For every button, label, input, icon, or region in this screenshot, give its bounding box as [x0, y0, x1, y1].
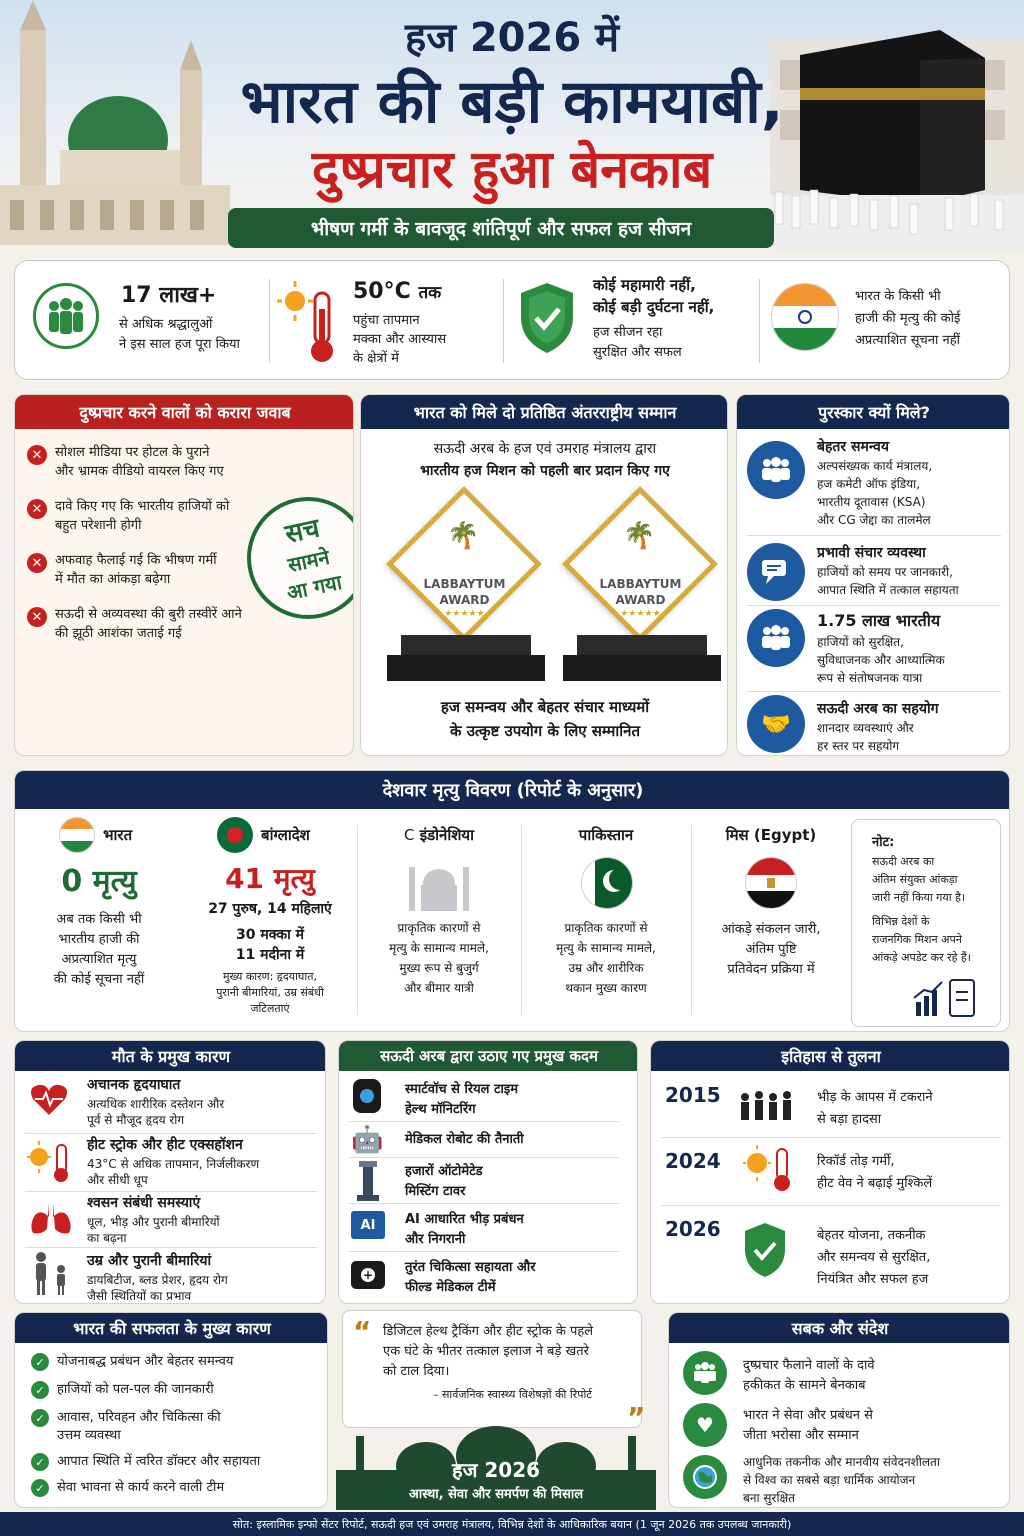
- awards-text: सऊदी अरब के हज एवं उमराह मंत्रालय द्वारा: [433, 441, 657, 457]
- country-text: 30 मक्का में: [236, 927, 304, 943]
- why-text: हर स्तर पर सहयोग: [817, 739, 900, 753]
- heart-pulse-icon: [29, 1081, 69, 1119]
- causes-panel: [14, 1040, 326, 1304]
- shield-check-icon: [741, 1221, 789, 1279]
- why-text: और CG जेद्दा का तालमेल: [817, 513, 931, 527]
- awards-title: भारत को मिले दो प्रतिष्ठित अंतरराष्ट्रीय सम्मान: [361, 395, 728, 429]
- stat-safety-text: कोई बड़ी दुर्घटना नहीं,: [593, 298, 715, 316]
- lesson-text: जीता भरोसा और सम्मान: [743, 1428, 859, 1443]
- cause-text: और सीधी धूप: [87, 1173, 148, 1187]
- lesson-text: बना सुरक्षित: [743, 1491, 796, 1505]
- step-text: AI आधारित भीड़ प्रबंधन: [405, 1212, 524, 1227]
- crowd-icon: [737, 1083, 801, 1123]
- stat-safety-text: कोई महामारी नहीं,: [593, 276, 696, 294]
- country-india: [15, 815, 183, 1029]
- title-line-3: दुष्प्रचार हुआ बेनकाब: [311, 140, 713, 200]
- success-panel: [14, 1312, 328, 1508]
- stat-temperature-value: 50°C: [353, 279, 411, 304]
- cause-text: अत्यधिक शारीरिक दस्तेशन और: [87, 1097, 225, 1111]
- why-text: हाजियों को समय पर जानकारी,: [817, 565, 953, 579]
- rebuttal-text: बहुत परेशानी होगी: [55, 518, 142, 533]
- rebuttal-panel: [14, 394, 354, 756]
- quote-source: – सार्वजनिक स्वास्थ्य विशेषज्ञों की रिपोर्ट: [433, 1388, 592, 1401]
- note-text: विभिन्न देशों के: [872, 915, 930, 928]
- group-icon: [747, 441, 805, 499]
- stat-india-text: हाजी की मृत्यु की कोई: [855, 311, 961, 326]
- stat-safety: [513, 273, 753, 369]
- stat-india-text: भारत के किसी भी: [855, 289, 941, 304]
- step-text: मिस्टिंग टावर: [405, 1184, 466, 1199]
- saudi-steps-panel: [338, 1040, 638, 1304]
- lessons-panel: [668, 1312, 1010, 1508]
- country-name: भारत: [103, 826, 133, 844]
- misting-tower-icon: [355, 1161, 381, 1201]
- cause-text: डायबिटीज, ब्लड प्रेशर, हृदय रोग: [87, 1273, 228, 1287]
- note-text: राजनगिक मिशन अपने: [872, 933, 962, 946]
- banner-title: हज 2026: [451, 1458, 541, 1482]
- heat-icon: [741, 1143, 797, 1193]
- steps-title: सऊदी अरब द्वारा उठाए गए प्रमुख कदम: [339, 1041, 638, 1071]
- country-text: 27 पुरुष, 14 महिलाएं: [208, 901, 332, 917]
- note-box: [851, 819, 1001, 1027]
- quote-panel: [336, 1310, 658, 1510]
- history-title: इतिहास से तुलना: [651, 1041, 1010, 1071]
- country-text: प्राकृतिक कारणों से: [564, 921, 648, 935]
- check-icon: ✓: [31, 1409, 49, 1427]
- trophy-stars: ★★★★★: [444, 609, 485, 619]
- stamp-text: सामने: [285, 544, 332, 578]
- history-text: भीड़ के आपस में टकराने: [817, 1090, 933, 1105]
- rebuttal-text: दावे किए गए कि भारतीय हाजियों को: [55, 499, 230, 514]
- check-icon: ✓: [31, 1479, 49, 1497]
- country-text: आंकड़े संकलन जारी,: [721, 922, 821, 937]
- country-text: मृत्यु के सामान्य मामले,: [389, 941, 489, 955]
- stat-india: [767, 273, 1003, 369]
- stat-safety-text: सुरक्षित और सफल: [593, 345, 682, 360]
- rebuttal-text: में मौत का आंकड़ा बढ़ेगा: [55, 572, 171, 587]
- step-text: और निगरानी: [405, 1232, 466, 1247]
- heart-hands-icon: ♥: [683, 1403, 727, 1447]
- lessons-title: सबक और संदेश: [669, 1313, 1010, 1343]
- country-text: मुख्य रूप से बुजुर्ग: [399, 961, 479, 975]
- history-text: बेहतर योजना, तकनीक: [817, 1228, 926, 1243]
- history-panel: [650, 1040, 1010, 1304]
- why-text: शानदार व्यवस्थाएं और: [817, 721, 914, 735]
- stat-temperature-text: पहुंचा तापमान: [353, 313, 420, 328]
- success-text: आवास, परिवहन और चिकित्सा की: [57, 1410, 221, 1425]
- why-head: सऊदी अरब का सहयोग: [817, 701, 939, 717]
- why-head: बेहतर समन्वय: [817, 439, 889, 455]
- bangladesh-flag-icon: [217, 817, 253, 853]
- robot-icon: 🤖: [351, 1125, 384, 1155]
- trophy-label: LABBAYTUM: [423, 577, 506, 591]
- country-name: पाकिस्तान: [578, 826, 634, 844]
- success-title: भारत की सफलता के मुख्य कारण: [15, 1313, 328, 1343]
- cross-icon: ✕: [27, 445, 47, 465]
- why-head: 1.75 लाख भारतीय: [817, 611, 941, 630]
- india-flag-icon: [59, 817, 95, 853]
- step-text: हजारों ऑटोमेटेड: [405, 1164, 483, 1179]
- pakistan-flag-icon: [581, 857, 633, 909]
- history-year: 2024: [665, 1149, 721, 1173]
- quote-text: को टाल दिया।: [383, 1364, 450, 1379]
- step-text: स्मार्टवॉच से रियल टाइम: [405, 1082, 519, 1097]
- history-year: 2026: [665, 1217, 721, 1241]
- stat-pilgrims-text: से अधिक श्रद्धालुओं: [119, 317, 213, 332]
- stat-india-text: अप्रत्याशित सूचना नहीं: [855, 333, 960, 348]
- chat-icon: [747, 543, 805, 601]
- stamp-text: सच: [282, 513, 323, 550]
- palm-swords-icon: 🌴: [447, 521, 480, 551]
- step-text: फील्ड मेडिकल टीमें: [405, 1280, 496, 1295]
- lesson-text: से विश्व का सबसे बड़ा धार्मिक आयोजन: [743, 1473, 916, 1487]
- pilgrims-icon: [33, 283, 99, 349]
- stat-temperature-text: के क्षेत्रों में: [353, 351, 399, 366]
- death-count: 0 मृत्यु: [61, 864, 137, 899]
- why-title: पुरस्कार क्यों मिले?: [737, 395, 1010, 429]
- country-text: मुख्य कारण: हृदयाघात,: [222, 970, 318, 983]
- why-text: अल्पसंख्यक कार्य मंत्रालय,: [817, 459, 933, 473]
- rebuttal-text: अफवाह फैलाई गई कि भीषण गर्मी: [55, 553, 217, 568]
- stat-pilgrims-text: ने इस साल हज पूरा किया: [119, 337, 240, 352]
- note-text: आंकड़े अपडेट कर रहे हैं।: [872, 951, 971, 964]
- country-text: प्राकृतिक कारणों से: [397, 921, 481, 935]
- country-deaths-panel: [14, 770, 1010, 1032]
- india-flag-icon: [771, 283, 839, 351]
- smartwatch-icon: [353, 1079, 381, 1113]
- country-text: अंतिम पुष्टि: [745, 942, 797, 957]
- cause-head: अचानक हृदयाघात: [87, 1077, 181, 1093]
- country-text: अब तक किसी भी: [56, 912, 142, 927]
- awards-panel: [360, 394, 728, 756]
- cause-head: उम्र और पुरानी बीमारियां: [87, 1253, 212, 1269]
- country-text: जटिलताएं: [250, 1002, 290, 1015]
- lesson-text: भारत ने सेवा और प्रबंधन से: [743, 1408, 873, 1423]
- awards-text: के उत्कृष्ट उपयोग के लिए सम्मानित: [449, 722, 641, 740]
- awards-text: हज समन्वय और बेहतर संचार माध्यमों: [440, 698, 650, 716]
- cause-head: हीट स्ट्रोक और हीट एक्सहॉशन: [87, 1137, 243, 1153]
- history-text: और समन्वय से सुरक्षित,: [817, 1250, 931, 1265]
- stat-safety-text: हज सीजन रहा: [593, 325, 663, 340]
- why-text: रूप से संतोषजनक यात्रा: [817, 671, 923, 685]
- report-chart-icon: [912, 978, 982, 1018]
- cross-icon: ✕: [27, 553, 47, 573]
- cross-icon: ✕: [27, 499, 47, 519]
- causes-title: मौत के प्रमुख कारण: [15, 1041, 326, 1071]
- cause-text: धूल, भीड़ और पुरानी बीमारियों: [87, 1215, 220, 1229]
- medical-kit-icon: +: [351, 1261, 385, 1289]
- egypt-flag-icon: [745, 857, 797, 909]
- stat-pilgrims: [29, 273, 265, 369]
- country-text: की कोई सूचना नहीं: [53, 972, 145, 987]
- success-text: उत्तम व्यवस्था: [57, 1428, 121, 1443]
- why-panel: [736, 394, 1010, 756]
- stat-temperature: [277, 273, 497, 369]
- shield-check-icon: [517, 281, 577, 355]
- banner-subtitle: आस्था, सेवा और समर्पण की मिसाल: [408, 1487, 584, 1502]
- country-text: उम्र और शारीरिक: [568, 961, 644, 975]
- title-line-2: भारत की बड़ी कामयाबी,: [240, 67, 784, 137]
- history-text: से बड़ा हादसा: [817, 1112, 882, 1127]
- quote-text: डिजिटल हेल्थ ट्रैकिंग और हीट स्ट्रोक के पहले: [383, 1324, 594, 1339]
- rebuttal-title: दुष्प्रचार करने वालों को करारा जवाब: [15, 395, 354, 429]
- cause-text: जैसी स्थितियों का प्रभाव: [87, 1289, 192, 1303]
- country-egypt: [693, 815, 849, 1029]
- globe-icon: [683, 1455, 727, 1499]
- why-text: आपात स्थिति में तत्काल सहायता: [817, 583, 959, 597]
- history-text: हीट वेव ने बढ़ाई मुश्किलें: [817, 1176, 933, 1191]
- thermometer-sun-icon: [277, 279, 343, 365]
- people-icon: [747, 609, 805, 667]
- check-icon: ✓: [31, 1353, 49, 1371]
- quote-open-icon: “: [353, 1315, 372, 1348]
- quote-text: एक घंटे के भीतर तत्काल इलाज ने बड़े खतरे: [383, 1344, 589, 1359]
- history-text: नियंत्रित और सफल हज: [817, 1272, 929, 1287]
- lungs-icon: [29, 1199, 73, 1237]
- success-text: हाजियों को पल-पल की जानकारी: [57, 1382, 214, 1397]
- step-text: तुरंत चिकित्सा सहायता और: [405, 1260, 536, 1275]
- trophy-stars: ★★★★★: [620, 609, 661, 619]
- country-text: प्रतिवेदन प्रक्रिया में: [727, 962, 815, 977]
- lesson-text: हकीकत के सामने बेनकाब: [743, 1378, 866, 1393]
- elderly-icon: [29, 1251, 75, 1297]
- trophy-label: AWARD: [615, 593, 666, 607]
- palm-swords-icon: 🌴: [623, 521, 656, 551]
- why-text: भारतीय दूतावास (KSA): [817, 495, 926, 509]
- country-indonesia: [359, 815, 519, 1029]
- trophy-label: LABBAYTUM: [599, 577, 682, 591]
- success-text: योजनाबद्ध प्रबंधन और बेहतर समन्वय: [57, 1354, 234, 1369]
- rebuttal-text: की झूठी आशंका जताई गई: [55, 626, 182, 641]
- note-text: अंतिम संयुक्त आंकड़ा: [872, 873, 958, 886]
- country-text: भारतीय हाजी की: [58, 932, 140, 947]
- mosque-silhouette-icon: [405, 857, 473, 911]
- death-count: 41 मृत्यु: [225, 862, 315, 895]
- success-text: आपात स्थिति में त्वरित डॉक्टर और सहायता: [57, 1454, 261, 1469]
- country-name: इंडोनेशिया: [419, 826, 474, 844]
- cross-icon: ✕: [27, 607, 47, 627]
- indonesia-prefix: C: [404, 826, 415, 844]
- heat-icon: [25, 1139, 75, 1183]
- country-text: और बीमार यात्री: [404, 981, 474, 995]
- country-text: थकान मुख्य कारण: [565, 981, 647, 995]
- stat-pilgrims-value: 17 लाख+: [121, 283, 217, 308]
- stats-bar: [14, 260, 1010, 380]
- history-text: रिकॉर्ड तोड़ गर्मी,: [817, 1154, 895, 1169]
- header-banner: [0, 0, 1024, 262]
- why-text: सुविधाजनक और आध्यात्मिक: [817, 653, 945, 667]
- country-name: बांग्लादेश: [261, 826, 310, 844]
- rebuttal-text: सऊदी से अव्यवस्था की बुरी तस्वीरें आने: [55, 607, 242, 622]
- trophy-1: [377, 495, 537, 685]
- people-icon: [683, 1351, 727, 1395]
- cause-text: पूर्व से मौजूद हृदय रोग: [87, 1113, 185, 1127]
- stat-temperature-suffix: तक: [418, 283, 442, 303]
- subtitle-banner: भीषण गर्मी के बावजूद शांतिपूर्ण और सफल हज सीजन: [228, 208, 774, 248]
- lesson-text: दुष्प्रचार फैलाने वालों के दावे: [743, 1358, 875, 1373]
- title-line-1: हज 2026 में: [404, 15, 620, 61]
- check-icon: ✓: [31, 1381, 49, 1399]
- deaths-title: देशवार मृत्यु विवरण (रिपोर्ट के अनुसार): [15, 771, 1010, 809]
- rebuttal-item: [27, 443, 347, 497]
- country-text: पुरानी बीमारियां, उम्र संबंधी: [216, 986, 324, 999]
- note-text: जारी नहीं किया गया है।: [872, 891, 966, 904]
- country-text: अप्रत्याशित मृत्यु: [61, 952, 137, 967]
- handshake-icon: 🤝: [747, 695, 805, 753]
- country-bangladesh: [185, 815, 355, 1029]
- stat-temperature-text: मक्का और आस्यास: [353, 332, 447, 347]
- cause-head: श्वसन संबंधी समस्याएं: [87, 1195, 201, 1211]
- footer-source: सोत: इस्लामिक इन्फो सेंटर रिपोर्ट, सऊदी हज एवं उमराह मंत्रालय, विभिन्न देशों के आधिकारिक बयान (1 जून 2026 तक उपलब्ध जानकारी): [0, 1512, 1024, 1536]
- history-year: 2015: [665, 1083, 721, 1107]
- trophy-label: AWARD: [439, 593, 490, 607]
- why-text: हाजियों को सुरक्षित,: [817, 635, 904, 649]
- note-text: सऊदी अरब का: [872, 855, 935, 868]
- quote-close-icon: ”: [627, 1401, 646, 1434]
- why-head: प्रभावी संचार व्यवस्था: [817, 545, 926, 561]
- cause-text: 43°C से अधिक तापमान, निर्जलीकरण: [87, 1157, 260, 1171]
- stamp-text: आ गया: [284, 569, 344, 605]
- lesson-text: आधुनिक तकनीक और मानवीय संवेदनशीलता: [743, 1455, 940, 1469]
- quote-box: [342, 1310, 646, 1434]
- rebuttal-text: और भ्रामक वीडियो वायरल किए गए: [55, 464, 224, 479]
- country-name: मिस (Egypt): [725, 826, 817, 844]
- cause-text: का बढ़ना: [87, 1231, 127, 1245]
- step-text: हेल्थ मॉनिटरिंग: [405, 1102, 476, 1117]
- rebuttal-text: सोशल मीडिया पर होटल के पुराने: [55, 445, 210, 460]
- trophy-2: [553, 495, 713, 685]
- note-head: नोट:: [872, 835, 895, 850]
- country-text: 11 मदीना में: [235, 947, 305, 963]
- awards-text: भारतीय हज मिशन को पहली बार प्रदान किए गए: [420, 463, 670, 479]
- why-text: हज कमेटी ऑफ इंडिया,: [817, 477, 921, 491]
- success-text: सेवा भावना से कार्य करने वाली टीम: [57, 1480, 225, 1495]
- ai-icon: AI: [351, 1211, 385, 1239]
- country-pakistan: [523, 815, 689, 1029]
- check-icon: ✓: [31, 1453, 49, 1471]
- country-text: मृत्यु के सामान्य मामले,: [556, 941, 656, 955]
- step-text: मेडिकल रोबोट की तैनाती: [405, 1132, 524, 1147]
